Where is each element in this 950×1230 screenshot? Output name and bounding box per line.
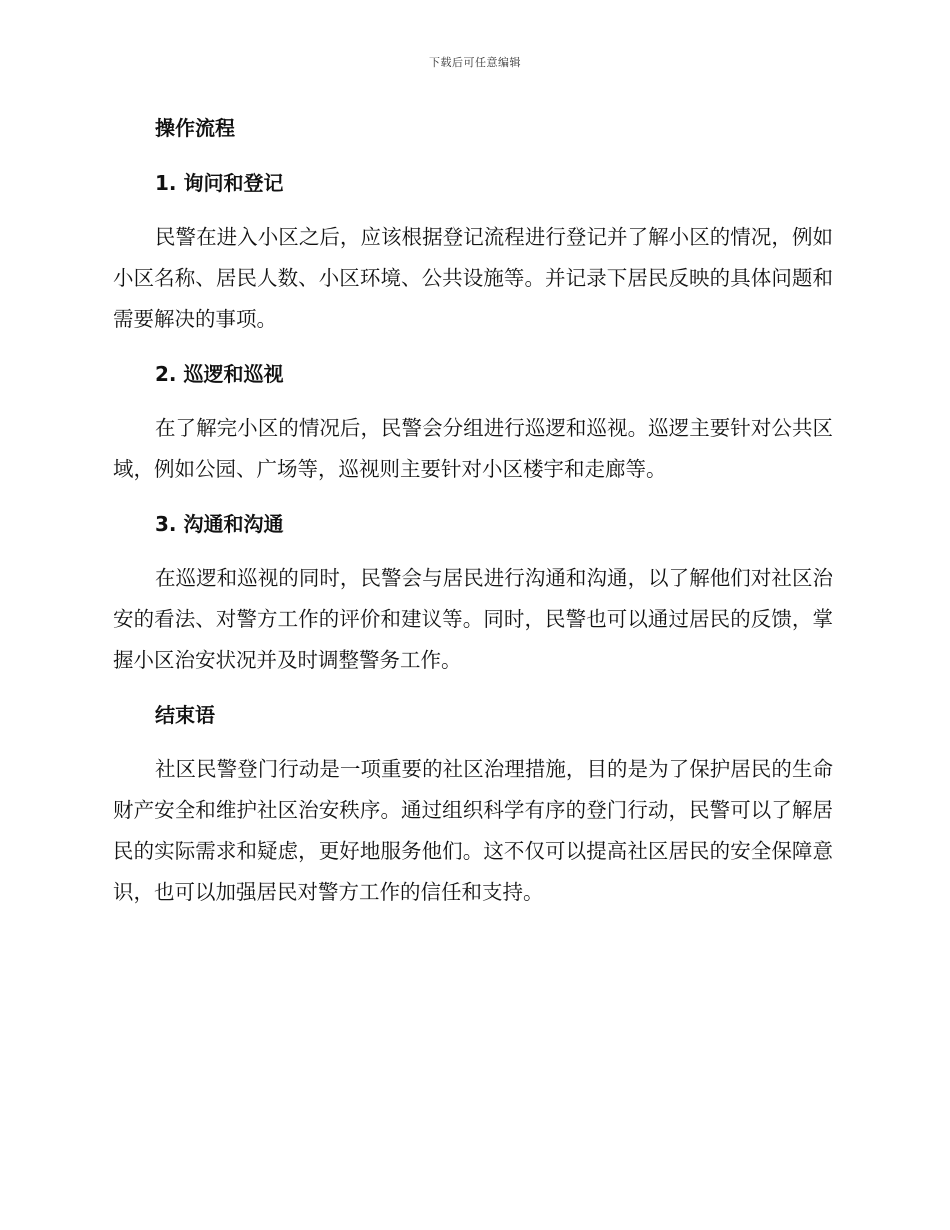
conclusion-paragraph: 社区民警登门行动是一项重要的社区治理措施，目的是为了保护居民的生命财产安全和维护社区治安秩序。通过组织科学有序的登门行动，民警可以了解居民的实际需求和疑虑，更好地服务他们。这不仅可以提高社区居民的安全保障意识，也可以加强居民对警方工作的信任和支持。 bbox=[113, 757, 833, 904]
step-heading-1: 1. 询问和登记 bbox=[155, 171, 284, 195]
step-paragraph-1: 民警在进入小区之后，应该根据登记流程进行登记并了解小区的情况，例如小区名称、居民人数、小区环境、公共设施等。并记录下居民反映的具体问题和需要解决的事项。 bbox=[113, 225, 833, 331]
step-paragraph-2: 在了解完小区的情况后，民警会分组进行巡逻和巡视。巡逻主要针对公共区域，例如公园、广场等，巡视则主要针对小区楼宇和走廊等。 bbox=[113, 416, 833, 481]
step-heading-3: 3. 沟通和沟通 bbox=[155, 512, 284, 536]
section-heading-conclusion: 结束语 bbox=[155, 703, 215, 727]
document-body bbox=[113, 108, 833, 927]
header-note: 下载后可任意编辑 bbox=[429, 56, 521, 69]
section-heading-process: 操作流程 bbox=[155, 116, 235, 140]
step-heading-2: 2. 巡逻和巡视 bbox=[155, 362, 284, 386]
step-paragraph-3: 在巡逻和巡视的同时，民警会与居民进行沟通和沟通，以了解他们对社区治安的看法、对警方工作的评价和建议等。同时，民警也可以通过居民的反馈，掌握小区治安状况并及时调整警务工作。 bbox=[113, 566, 833, 672]
